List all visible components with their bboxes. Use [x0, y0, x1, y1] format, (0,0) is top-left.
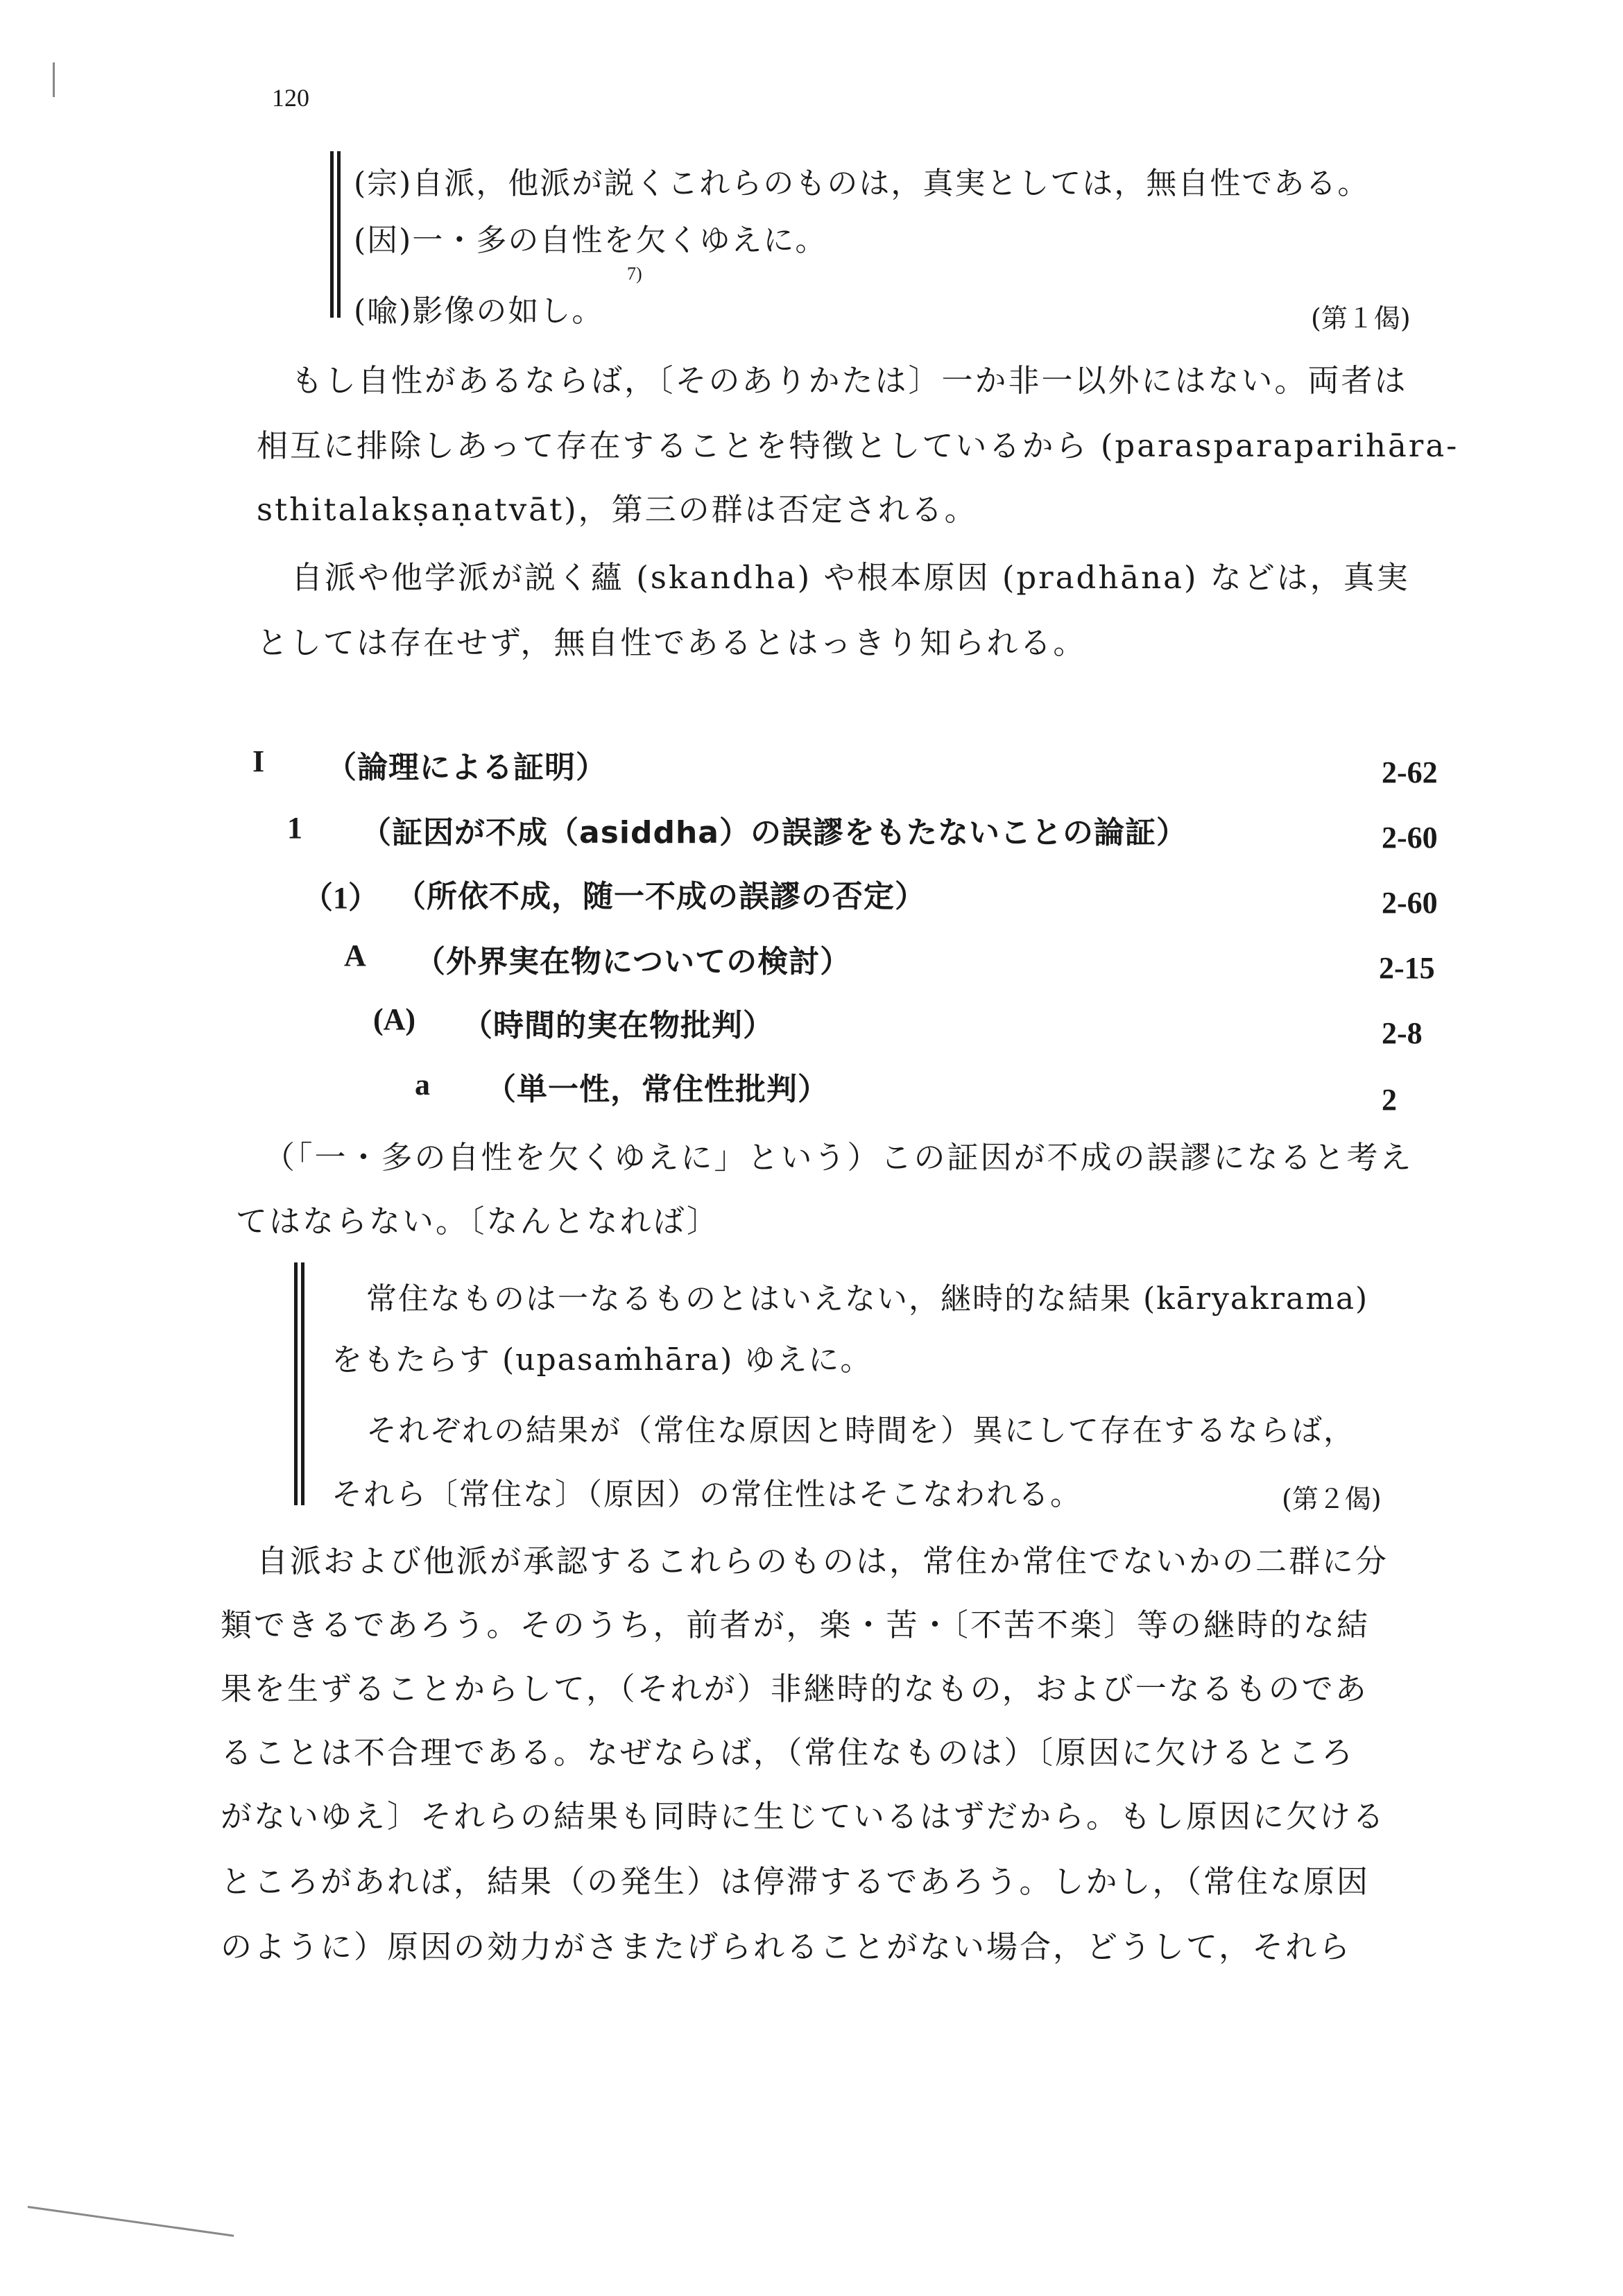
outline-range: 2-60 — [1382, 886, 1438, 920]
verse-line: それら〔常住な〕（原因）の常住性はそこなわれる。 — [332, 1477, 1082, 1512]
outline-range: 2-62 — [1382, 755, 1438, 789]
paragraph-line: 自派や他学派が説く蘊 (skandha) や根本原因 (pradhāna) などは，真実 — [291, 559, 1410, 596]
outline-range: 2-15 — [1379, 951, 1435, 985]
outline-range: 2-8 — [1382, 1016, 1423, 1050]
page-number: 120 — [272, 84, 309, 112]
verse-bar — [294, 1262, 298, 1505]
outline-range: 2 — [1382, 1083, 1397, 1117]
paragraph-line: としては存在せず，無自性であるとはっきり知られる。 — [257, 624, 1087, 661]
paragraph-line: （「一・多の自性を欠くゆえに」という）この証因が不成の誤謬になると考え — [264, 1139, 1414, 1176]
verse-bar — [330, 151, 334, 318]
paragraph-line: がないゆえ〕それらの結果も同時に生じているはずだから。もし原因に欠ける — [221, 1798, 1386, 1835]
paragraph-line: 自派および他派が承認するこれらのものは，常住か常住でないかの二群に分 — [257, 1543, 1389, 1579]
outline-range: 2-60 — [1382, 821, 1438, 855]
paragraph-line: 果を生ずることからして，（それが）非継時的なもの，および一なるものであ — [221, 1670, 1368, 1707]
scan-artifact — [28, 2206, 234, 2237]
paragraph-line: 相互に排除しあって存在することを特徴としているから (parasparaparihāra- — [257, 427, 1459, 464]
outline-title: （外界実在物についての検討） — [415, 944, 852, 979]
footnote-marker: 7) — [627, 264, 642, 284]
outline-label: （1） — [302, 881, 379, 915]
scan-artifact — [53, 62, 55, 97]
paragraph-line: 類できるであろう。そのうち，前者が，楽・苦・〔不苦不楽〕等の継時的な結 — [221, 1607, 1371, 1643]
verse-line: (因)一・多の自性を欠くゆえに。 — [354, 223, 827, 258]
outline-title: （時間的実在物批判） — [462, 1008, 774, 1043]
verse-line: (宗)自派，他派が説くこれらのものは，真実としては，無自性である。 — [354, 166, 1370, 201]
outline-title: （論理による証明） — [326, 750, 607, 785]
verse-line: それぞれの結果が（常住な原因と時間を）異にして存在するならば， — [366, 1413, 1355, 1448]
outline-title: （所依不成，随一不成の誤謬の否定） — [395, 879, 926, 914]
outline-title: （証因が不成（asiddha）の誤謬をもたないことの論証） — [361, 815, 1187, 850]
verse-reference: (第２偈) — [1282, 1484, 1382, 1514]
verse-bar — [337, 151, 341, 318]
outline-label: 1 — [287, 811, 302, 845]
paragraph-line: sthitalakṣaṇatvāt)，第三の群は否定される。 — [257, 491, 978, 528]
verse-bar — [301, 1262, 304, 1505]
verse-line: 常住なものは一なるものとはいえない，継時的な結果 (kāryakrama) — [366, 1281, 1369, 1317]
outline-label: A — [344, 939, 366, 973]
paragraph-line: もし自性があるならば，〔そのありかたは〕一か非一以外にはない。両者は — [291, 362, 1408, 399]
verse-line: (喩)影像の如し。 — [354, 293, 604, 329]
outline-title: （単一性，常住性批判） — [486, 1072, 829, 1107]
paragraph-line: のように）原因の効力がさまたげられることがない場合，どうして，それら — [221, 1928, 1352, 1965]
paragraph-line: ところがあれば，結果（の発生）は停滞するであろう。しかし，（常住な原因 — [221, 1863, 1371, 1900]
outline-label: (A) — [373, 1002, 416, 1036]
outline-label: a — [415, 1068, 430, 1102]
verse-line: をもたらす (upasaṁhāra) ゆえに。 — [332, 1342, 873, 1378]
paragraph-line: てはならない。〔なんとなれば〕 — [236, 1203, 720, 1240]
verse-reference: (第１偈) — [1311, 303, 1411, 334]
outline-label: I — [252, 744, 265, 778]
paragraph-line: ることは不合理である。なぜならば，（常住なものは）〔原因に欠けるところ — [221, 1734, 1355, 1771]
